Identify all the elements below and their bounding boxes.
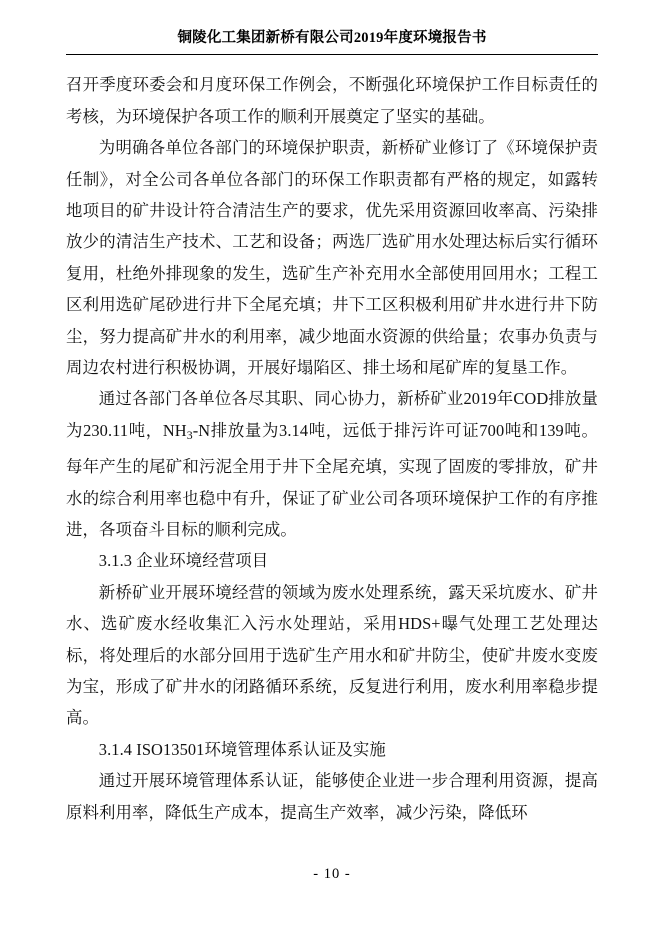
page-number: - 10 - [313,866,351,882]
body-text [66,69,598,828]
section-heading-3-1-3: 3.1.3 企业环境经营项目 [98,551,269,571]
paragraph-continuation: 召开季度环委会和月度环保工作例会，不断强化环境保护工作目标责任的考核，为环境保护各项工作的顺利开展奠定了坚实的基础。 [66,75,598,126]
page-content [66,28,598,828]
subscript-3: 3 [186,427,193,442]
paragraph-emissions-data: 通过各部门各单位各尽其职、同心协力，新桥矿业2019年COD排放量为230.11吨，$NH_3-N$排放量为3.14吨，远低于排污许可证700吨和139吨。每年产生的尾矿和污泥全用于井下全尾充填，实现了固废的零排放，矿井水的综合利用率也稳中有升，保证了矿业公司各项环境保护工作的有序推进，各项奋斗目标的顺利完成。 [66,389,598,539]
paragraph-environmental-business: 新桥矿业开展环境经营的领域为废水处理系统，露天采坑废水、矿井水、选矿废水经收集汇入污水处理站，采用HDS+曝气处理工艺处理达标，将处理后的水部分回用于选矿生产用水和矿井防尘，使矿井废水变废为宝，形成了矿井水的闭路循环系统，反复进行利用，废水利用率稳步提高。 [66,582,598,728]
page-header-title: 铜陵化工集团新桥有限公司2019年度环境报告书 [177,30,487,46]
section-heading-3-1-4: 3.1.4 ISO13501环境管理体系认证及实施 [98,739,386,759]
paragraph-iso-certification: 通过开展环境管理体系认证，能够使企业进一步合理利用资源，提高原料利用率，降低生产成本，提高生产效率，减少污染，降低环 [66,771,598,822]
header-divider [66,54,598,55]
paragraph-environmental-responsibility: 为明确各单位各部门的环境保护职责，新桥矿业修订了《环境保护责任制》，对全公司各单位各部门的环保工作职责都有严格的规定，如露转地项目的矿井设计符合清洁生产的要求，优先采用资源回收率高、污染排放少的清洁生产技术、工艺和设备；两选厂选矿用水处理达标后实行循环复用，杜绝外排现象的发生，选矿生产补充用水全部使用回用水；工程工区利用选矿尾砂进行井下全尾充填；井下工区积极利用矿井水进行井下防尘，努力提高矿井水的利用率，减少地面水资源的供给量；农事办负责与周边农村进行积极协调，开展好塌陷区、排土场和尾矿库的复垦工作。 [66,138,598,377]
